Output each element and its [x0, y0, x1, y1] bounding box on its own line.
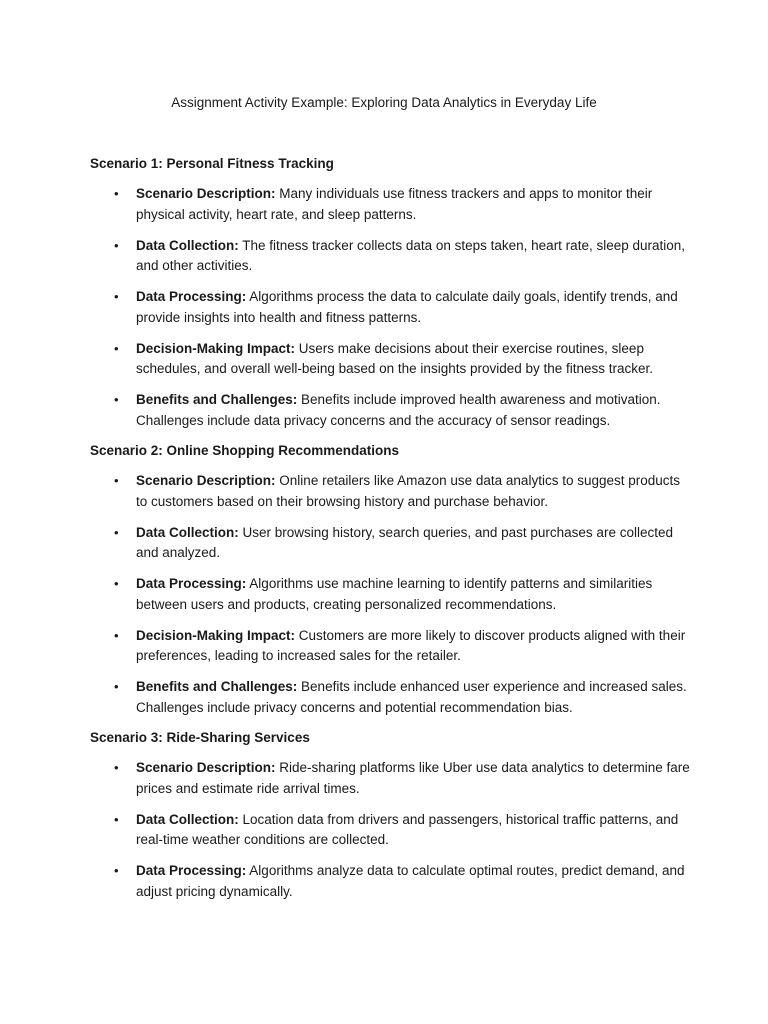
list-item [90, 523, 690, 564]
item-text: Algorithms use machine learning to identify patterns and similarities between users and products, creating personalized recommendations. [136, 576, 653, 612]
scenario-section-1 [90, 154, 690, 431]
bullet-icon: • [114, 340, 119, 356]
document-title: Assignment Activity Example: Exploring Data Analytics in Everyday Life [171, 95, 597, 110]
list-item [90, 184, 690, 225]
item-text: The fitness tracker collects data on steps taken, heart rate, sleep duration, and other activities. [136, 237, 686, 273]
item-label: Data Collection: [136, 237, 239, 253]
item-label: Scenario Description: [136, 186, 276, 201]
list-item [90, 677, 690, 718]
item-text: Users make decisions about their exercise routines, sleep schedules, and overall well-being based on the insights provided by the fitness tracker. [136, 340, 654, 376]
item-text: Ride-sharing platforms like Uber use data analytics to determine fare prices and estimate ride arrival times. [136, 760, 690, 796]
scenario-item-list [90, 184, 690, 431]
bullet-icon: • [114, 811, 119, 827]
list-item [90, 471, 690, 512]
item-label: Scenario Description: [136, 473, 276, 488]
bullet-icon: • [114, 679, 119, 694]
item-label: Decision-Making Impact: [136, 627, 296, 643]
item-label: Data Processing: [136, 863, 247, 878]
item-text: Customers are more likely to discover products aligned with their preferences, leading to increased sales for the retailer. [136, 627, 686, 663]
bullet-icon: • [114, 473, 119, 488]
bullet-icon: • [114, 760, 119, 775]
item-label: Decision-Making Impact: [136, 340, 296, 356]
scenario-heading: Scenario 1: Personal Fitness Tracking [90, 156, 334, 171]
bullet-icon: • [114, 186, 119, 201]
item-text: Benefits include improved health awareness and motivation. Challenges include data privacy concerns and the accuracy of sensor readings. [136, 392, 661, 428]
list-item [90, 626, 690, 667]
item-text: Algorithms process the data to calculate daily goals, identify trends, and provide insights into health and fitness patterns. [136, 289, 678, 325]
list-item [90, 861, 690, 902]
scenario-heading: Scenario 3: Ride-Sharing Services [90, 730, 310, 745]
item-text: Benefits include enhanced user experience and increased sales. Challenges include privacy concerns and potential recommendation bias. [136, 679, 687, 715]
item-label: Benefits and Challenges: [136, 392, 298, 407]
item-label: Data Processing: [136, 576, 247, 591]
scenario-section-3 [90, 728, 690, 902]
list-item [90, 339, 690, 380]
scenario-item-list [90, 758, 690, 902]
list-item [90, 390, 690, 431]
list-item [90, 287, 690, 328]
bullet-icon: • [114, 863, 119, 878]
list-item [90, 574, 690, 615]
bullet-icon: • [114, 627, 119, 643]
bullet-icon: • [114, 524, 119, 540]
item-label: Data Collection: [136, 524, 239, 540]
item-label: Data Processing: [136, 289, 247, 304]
document-body [90, 154, 690, 902]
item-label: Data Collection: [136, 811, 239, 827]
scenario-section-2 [90, 441, 690, 718]
bullet-icon: • [114, 576, 119, 591]
list-item [90, 236, 690, 277]
scenario-heading: Scenario 2: Online Shopping Recommendations [90, 443, 400, 458]
bullet-icon: • [114, 289, 119, 304]
item-text: Location data from drivers and passengers, historical traffic patterns, and real-time weather conditions are collected. [136, 811, 679, 847]
list-item [90, 810, 690, 851]
bullet-icon: • [114, 392, 119, 407]
item-text: Algorithms analyze data to calculate optimal routes, predict demand, and adjust pricing dynamically. [136, 863, 685, 899]
item-label: Scenario Description: [136, 760, 276, 775]
item-label: Benefits and Challenges: [136, 679, 298, 694]
item-text: Many individuals use fitness trackers and apps to monitor their physical activity, heart rate, and sleep patterns. [136, 186, 653, 222]
bullet-icon: • [114, 237, 119, 253]
list-item [90, 758, 690, 799]
scenario-item-list [90, 471, 690, 718]
item-text: User browsing history, search queries, and past purchases are collected and analyzed. [136, 524, 673, 560]
item-text: Online retailers like Amazon use data analytics to suggest products to customers based on their browsing history and purchase behavior. [136, 473, 681, 509]
